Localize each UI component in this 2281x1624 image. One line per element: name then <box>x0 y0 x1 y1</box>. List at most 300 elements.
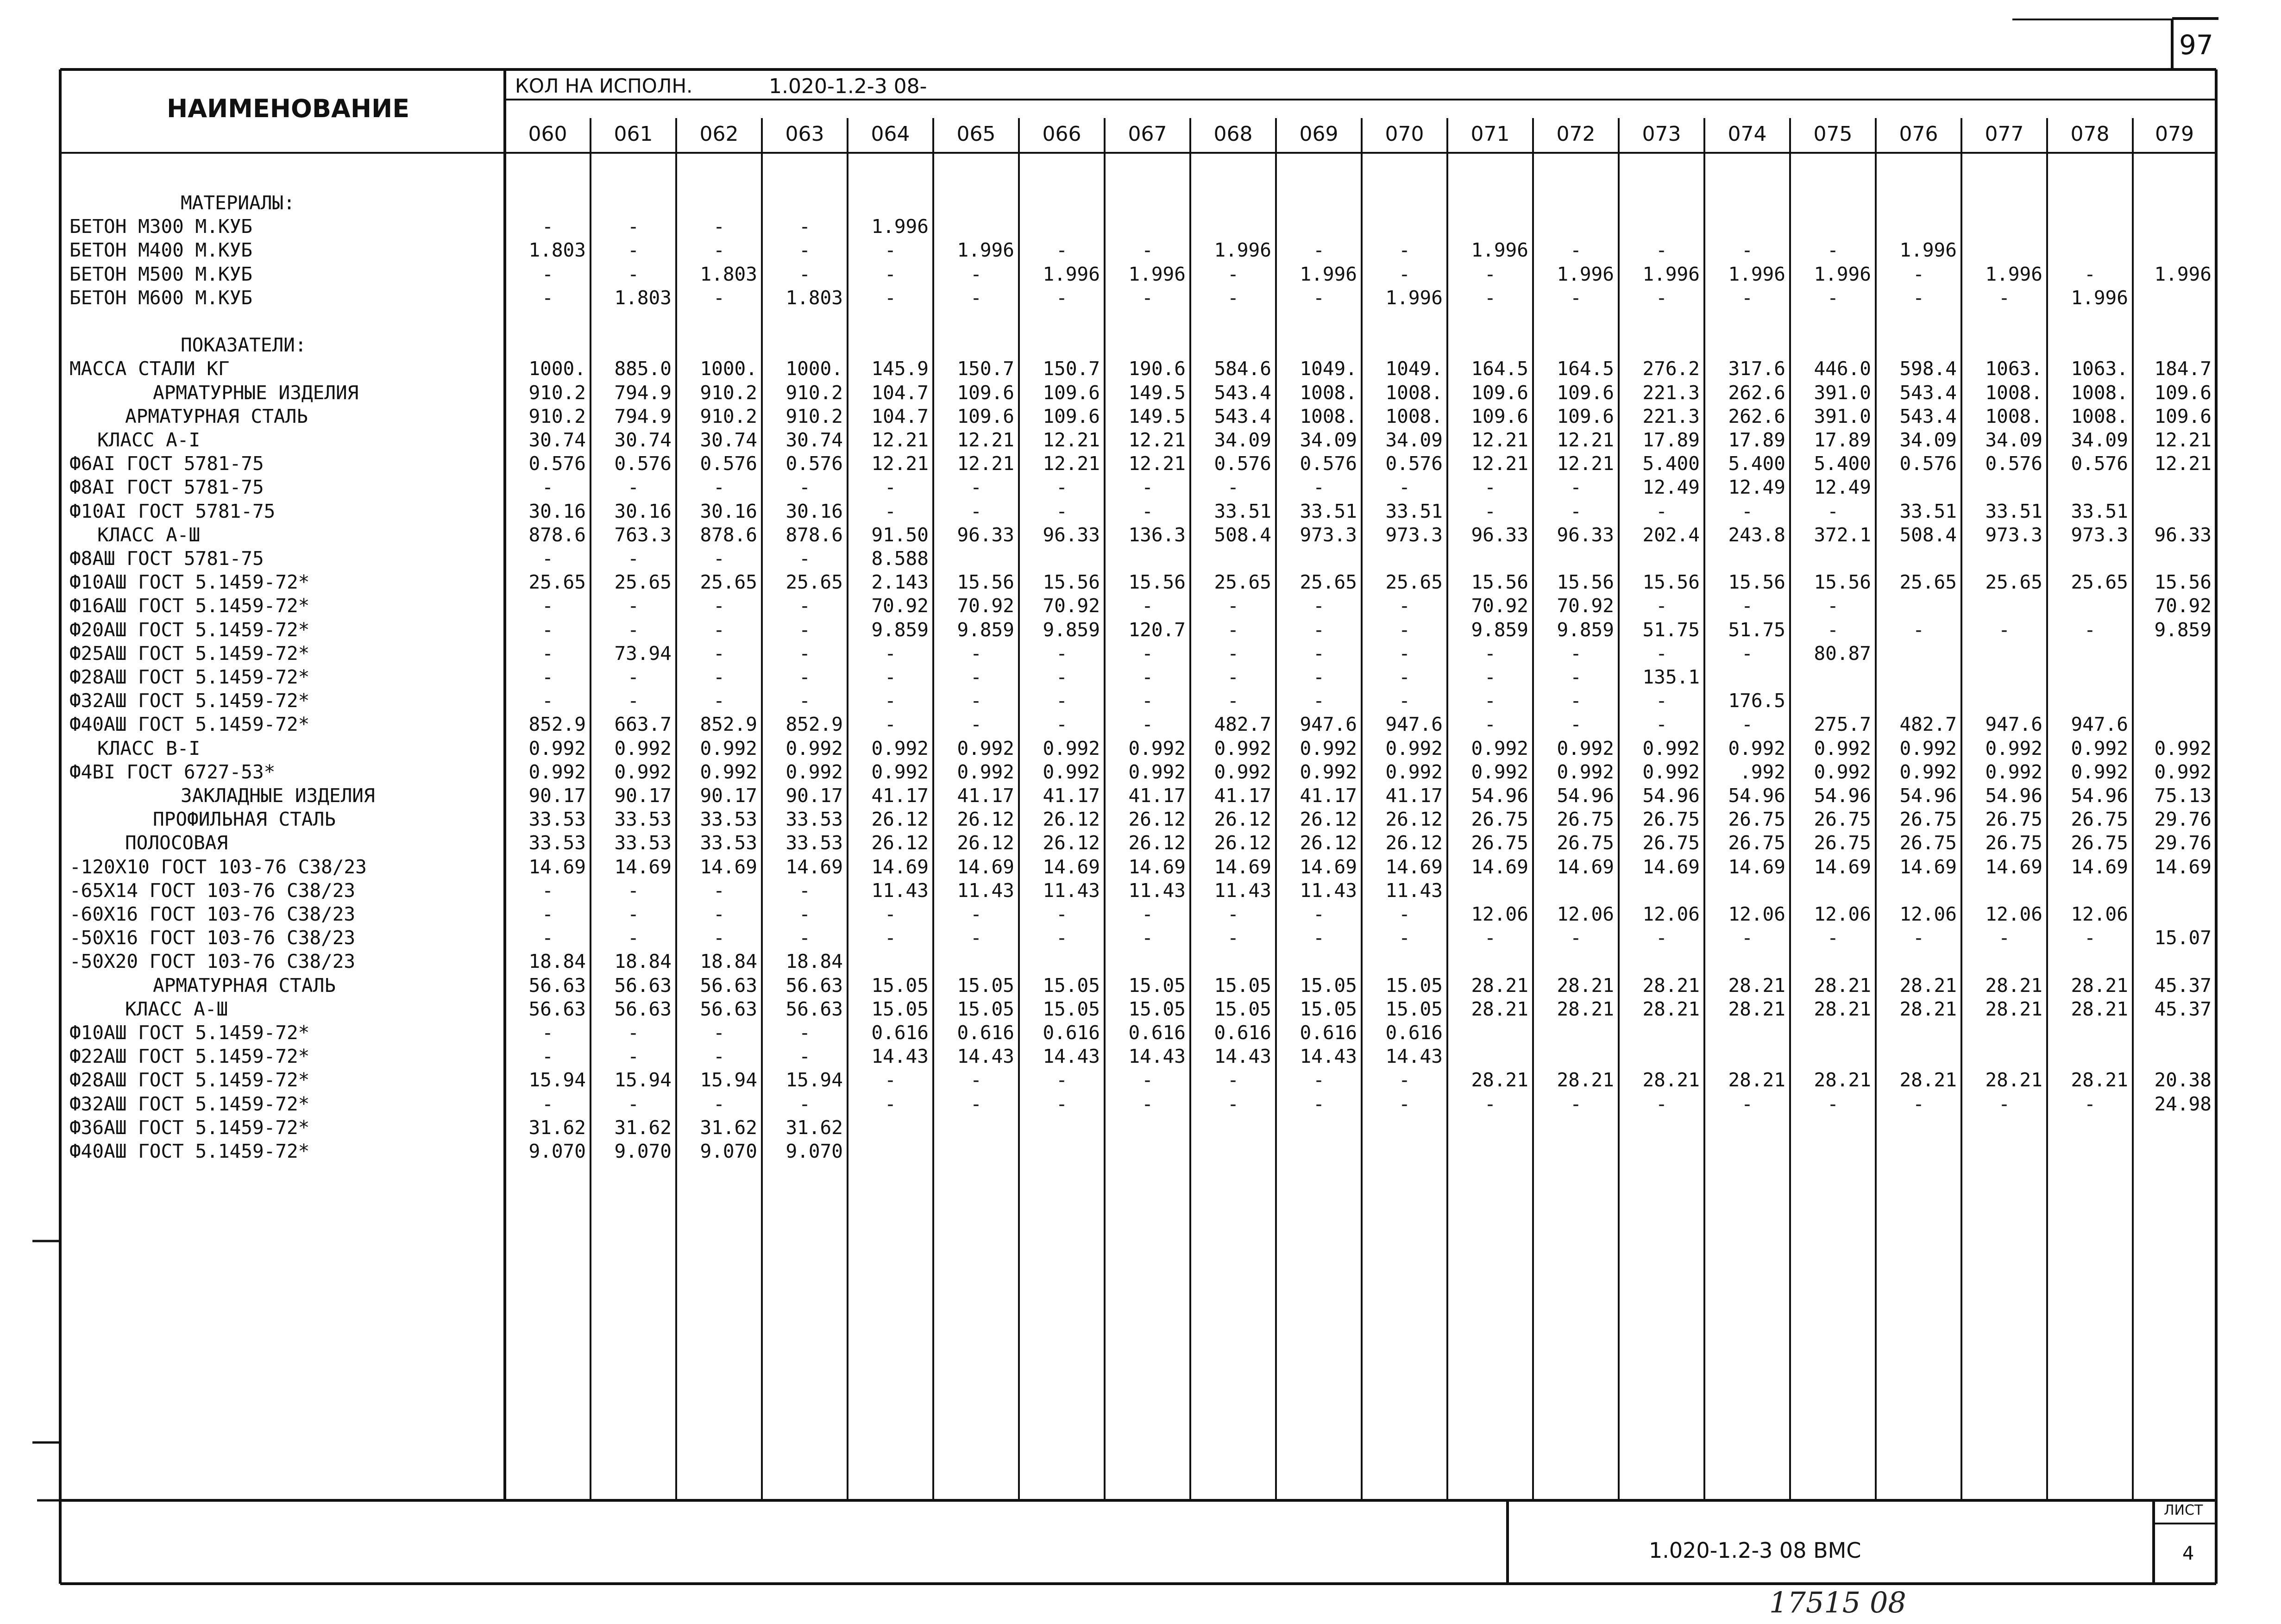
value-cell: 109.6 <box>2154 381 2212 404</box>
value-cell: - <box>628 1045 639 1068</box>
value-cell: - <box>1570 666 1582 688</box>
value-cell: - <box>628 879 639 902</box>
value-cell: - <box>713 595 725 617</box>
value-cell: 41.17 <box>1043 784 1100 807</box>
column-header-068: 068 <box>1213 122 1253 146</box>
value-cell: - <box>1570 1092 1582 1115</box>
value-cell: - <box>1313 618 1325 641</box>
value-cell: 26.12 <box>1128 832 1186 854</box>
value-cell: 41.17 <box>957 784 1014 807</box>
value-cell: 30.74 <box>528 429 586 451</box>
value-cell: 1.996 <box>1557 263 1614 285</box>
column-header-074: 074 <box>1728 122 1767 146</box>
value-cell: - <box>2084 1092 2096 1115</box>
value-cell: 12.49 <box>1728 476 1785 499</box>
value-cell: 1008. <box>1985 381 2042 404</box>
value-cell: - <box>542 690 553 712</box>
value-cell: - <box>1399 690 1410 712</box>
value-cell: 262.6 <box>1728 405 1785 427</box>
value-cell: 1.803 <box>614 286 672 309</box>
value-cell: 763.3 <box>614 523 672 546</box>
value-cell: 109.6 <box>2154 405 2212 427</box>
row-name: Ф28АШ ГОСТ 5.1459-72* <box>69 1069 310 1091</box>
value-cell: 28.21 <box>1642 997 1700 1020</box>
value-cell: 1.996 <box>1899 239 1957 262</box>
value-cell: 0.992 <box>528 737 586 759</box>
value-cell: - <box>1741 927 1753 949</box>
document-code: 1.020-1.2-3 08 ВМС <box>1649 1538 1861 1563</box>
value-cell: 28.21 <box>1557 997 1614 1020</box>
value-cell: - <box>1313 1069 1325 1091</box>
value-cell: 1063. <box>1985 357 2042 380</box>
value-cell: 14.43 <box>1128 1045 1186 1068</box>
value-cell: - <box>1484 500 1496 522</box>
value-cell: - <box>1741 642 1753 665</box>
value-cell: - <box>885 642 896 665</box>
value-cell: 543.4 <box>1214 405 1271 427</box>
value-cell: - <box>1827 239 1839 262</box>
value-cell: 136.3 <box>1128 523 1186 546</box>
value-cell: - <box>799 263 811 285</box>
value-cell: 1.996 <box>2071 286 2128 309</box>
value-cell: 794.9 <box>614 405 672 427</box>
value-cell: - <box>1399 927 1410 949</box>
value-cell: 15.56 <box>1642 571 1700 594</box>
value-cell: 28.21 <box>1814 1069 1871 1091</box>
value-cell: - <box>628 263 639 285</box>
value-cell: 0.992 <box>871 737 929 759</box>
value-cell: 0.992 <box>1300 760 1357 783</box>
value-cell: 0.992 <box>528 760 586 783</box>
value-cell: - <box>542 1045 553 1068</box>
value-cell: 28.21 <box>1814 974 1871 997</box>
value-cell: 1000. <box>785 357 843 380</box>
value-cell: 26.12 <box>1214 808 1271 831</box>
value-cell: - <box>1656 286 1667 309</box>
value-cell: - <box>799 903 811 925</box>
value-cell: - <box>1399 595 1410 617</box>
value-cell: - <box>542 263 553 285</box>
value-cell: - <box>1827 500 1839 522</box>
value-cell: 26.75 <box>1985 832 2042 854</box>
value-cell: 70.92 <box>1557 595 1614 617</box>
value-cell: 33.51 <box>1985 500 2042 522</box>
value-cell: 33.53 <box>785 832 843 854</box>
value-cell: 41.17 <box>1385 784 1443 807</box>
value-cell: 0.992 <box>1128 737 1186 759</box>
value-cell: 0.576 <box>1214 452 1271 475</box>
value-cell: .992 <box>1740 760 1785 783</box>
value-cell: 176.5 <box>1728 690 1785 712</box>
value-cell: - <box>628 690 639 712</box>
value-cell: 28.21 <box>1471 1069 1528 1091</box>
value-cell: - <box>1056 903 1068 925</box>
value-cell: - <box>1656 1092 1667 1115</box>
value-cell: - <box>970 903 982 925</box>
value-cell: 15.05 <box>1300 997 1357 1020</box>
value-cell: 12.21 <box>1557 429 1614 451</box>
value-cell: - <box>1741 1092 1753 1115</box>
column-header-064: 064 <box>871 122 910 146</box>
value-cell: 26.12 <box>1385 808 1443 831</box>
row-name: Ф10АШ ГОСТ 5.1459-72* <box>69 571 310 594</box>
value-cell: - <box>970 476 982 499</box>
value-cell: - <box>1227 1069 1239 1091</box>
row-name: Ф8АШ ГОСТ 5781-75 <box>69 547 264 570</box>
row-name: Ф6АI ГОСТ 5781-75 <box>69 452 264 475</box>
value-cell: 0.992 <box>871 760 929 783</box>
value-cell: 15.05 <box>1385 974 1443 997</box>
value-cell: - <box>799 476 811 499</box>
value-cell: 0.992 <box>1128 760 1186 783</box>
value-cell: 14.69 <box>700 855 757 878</box>
value-cell: 0.992 <box>700 760 757 783</box>
value-cell: 12.21 <box>957 452 1014 475</box>
value-cell: - <box>542 879 553 902</box>
page-number: 97 <box>2179 29 2213 61</box>
value-cell: - <box>2084 927 2096 949</box>
value-cell: - <box>1313 927 1325 949</box>
row-name: БЕТОН М600 М.КУБ <box>69 286 252 309</box>
value-cell: - <box>628 476 639 499</box>
value-cell: 12.21 <box>2154 429 2212 451</box>
row-name: -50Х20 ГОСТ 103-76 С38/23 <box>69 950 356 973</box>
value-cell: 14.69 <box>528 855 586 878</box>
value-cell: 5.400 <box>1728 452 1785 475</box>
value-cell: - <box>1142 476 1153 499</box>
value-cell: 0.992 <box>1043 760 1100 783</box>
value-cell: - <box>542 1022 553 1044</box>
value-cell: 910.2 <box>700 405 757 427</box>
value-cell: 54.96 <box>2071 784 2128 807</box>
value-cell: - <box>628 215 639 238</box>
value-cell: - <box>2084 263 2096 285</box>
value-cell: 26.12 <box>1043 832 1100 854</box>
value-cell: - <box>1741 500 1753 522</box>
column-header-078: 078 <box>2070 122 2110 146</box>
value-cell: 0.992 <box>1385 737 1443 759</box>
value-cell: 1008. <box>1300 405 1357 427</box>
value-cell: 12.06 <box>1985 903 2042 925</box>
value-cell: 482.7 <box>1899 713 1957 736</box>
value-cell: 1063. <box>2071 357 2128 380</box>
value-cell: - <box>1056 666 1068 688</box>
value-cell: 15.05 <box>1128 974 1186 997</box>
value-cell: 31.62 <box>614 1116 672 1139</box>
value-cell: 482.7 <box>1214 713 1271 736</box>
value-cell: - <box>970 263 982 285</box>
value-cell: 0.616 <box>1385 1022 1443 1044</box>
value-cell: 31.62 <box>700 1116 757 1139</box>
value-cell: 12.21 <box>1128 452 1186 475</box>
value-cell: 30.16 <box>614 500 672 522</box>
column-header-077: 077 <box>1985 122 2024 146</box>
value-cell: 372.1 <box>1814 523 1871 546</box>
value-cell: 508.4 <box>1899 523 1957 546</box>
value-cell: - <box>1913 1092 1924 1115</box>
value-cell: 12.06 <box>1471 903 1528 925</box>
value-cell: 15.56 <box>1557 571 1614 594</box>
value-cell: 543.4 <box>1214 381 1271 404</box>
value-cell: - <box>1399 666 1410 688</box>
value-cell: 0.992 <box>1814 760 1871 783</box>
value-cell: - <box>970 927 982 949</box>
value-cell: 56.63 <box>614 974 672 997</box>
value-cell: 34.09 <box>1300 429 1357 451</box>
value-cell: 5.400 <box>1642 452 1700 475</box>
value-cell: 51.75 <box>1728 618 1785 641</box>
handwritten-number: 17515 08 <box>1769 1586 1906 1619</box>
row-name: Ф36АШ ГОСТ 5.1459-72* <box>69 1116 310 1139</box>
value-cell: 75.13 <box>2154 784 2212 807</box>
value-cell: 17.89 <box>1814 429 1871 451</box>
value-cell: - <box>970 286 982 309</box>
value-cell: 12.06 <box>2071 903 2128 925</box>
row-name: МАССА СТАЛИ КГ <box>69 357 230 380</box>
value-cell: 275.7 <box>1814 713 1871 736</box>
value-cell: 15.56 <box>2154 571 2212 594</box>
value-cell: 14.43 <box>1385 1045 1443 1068</box>
value-cell: - <box>885 286 896 309</box>
value-cell: 878.6 <box>528 523 586 546</box>
value-cell: 584.6 <box>1214 357 1271 380</box>
value-cell: 56.63 <box>528 974 586 997</box>
value-cell: 0.992 <box>785 760 843 783</box>
value-cell: - <box>1484 1092 1496 1115</box>
column-header-067: 067 <box>1128 122 1167 146</box>
value-cell: - <box>2084 618 2096 641</box>
value-cell: 28.21 <box>1985 974 2042 997</box>
value-cell: - <box>1570 286 1582 309</box>
value-cell: 12.06 <box>1814 903 1871 925</box>
value-cell: 508.4 <box>1214 523 1271 546</box>
value-cell: 56.63 <box>700 974 757 997</box>
value-cell: 70.92 <box>957 595 1014 617</box>
row-name: -60Х16 ГОСТ 103-76 С38/23 <box>69 903 356 925</box>
value-cell: - <box>1313 903 1325 925</box>
value-cell: 910.2 <box>528 405 586 427</box>
value-cell: 18.84 <box>528 950 586 973</box>
value-cell: 15.05 <box>1043 997 1100 1020</box>
value-cell: 109.6 <box>1471 405 1528 427</box>
value-cell: 11.43 <box>1300 879 1357 902</box>
value-cell: 1049. <box>1300 357 1357 380</box>
value-cell: - <box>1227 666 1239 688</box>
value-cell: 243.8 <box>1728 523 1785 546</box>
value-cell: 1.996 <box>1642 263 1700 285</box>
value-cell: - <box>1227 1092 1239 1115</box>
value-cell: - <box>1313 1092 1325 1115</box>
value-cell: 12.06 <box>1642 903 1700 925</box>
value-cell: 28.21 <box>1728 997 1785 1020</box>
value-cell: - <box>542 215 553 238</box>
value-cell: 135.1 <box>1642 666 1700 688</box>
value-cell: 15.94 <box>528 1069 586 1091</box>
value-cell: 0.576 <box>1899 452 1957 475</box>
value-cell: 96.33 <box>957 523 1014 546</box>
value-cell: 33.53 <box>700 832 757 854</box>
row-name: КЛАСС А-I <box>97 429 201 451</box>
value-cell: 20.38 <box>2154 1069 2212 1091</box>
row-name: Ф4ВI ГОСТ 6727-53* <box>69 760 276 783</box>
value-cell: 9.859 <box>2154 618 2212 641</box>
value-cell: 30.74 <box>785 429 843 451</box>
value-cell: 15.94 <box>785 1069 843 1091</box>
quantity-header-label: КОЛ НА ИСПОЛН. <box>515 75 693 97</box>
value-cell: - <box>1399 618 1410 641</box>
value-cell: 0.576 <box>785 452 843 475</box>
value-cell: 12.21 <box>2154 452 2212 475</box>
value-cell: 947.6 <box>1300 713 1357 736</box>
column-header-062: 062 <box>699 122 739 146</box>
value-cell: - <box>713 476 725 499</box>
value-cell: 0.992 <box>1899 737 1957 759</box>
value-cell: 26.75 <box>2071 808 2128 831</box>
value-cell: 109.6 <box>1043 381 1100 404</box>
value-cell: 31.62 <box>528 1116 586 1139</box>
value-cell: 26.75 <box>1642 808 1700 831</box>
value-cell: - <box>628 903 639 925</box>
value-cell: - <box>885 713 896 736</box>
value-cell: 70.92 <box>871 595 929 617</box>
value-cell: - <box>799 690 811 712</box>
row-name: АРМАТУРНАЯ СТАЛЬ <box>153 974 336 997</box>
column-header-072: 072 <box>1556 122 1596 146</box>
value-cell: 33.51 <box>1899 500 1957 522</box>
value-cell: 0.992 <box>2154 760 2212 783</box>
value-cell: 15.56 <box>1814 571 1871 594</box>
value-cell: 26.12 <box>1300 808 1357 831</box>
value-cell: 0.616 <box>957 1022 1014 1044</box>
value-cell: 25.65 <box>785 571 843 594</box>
value-cell: - <box>970 642 982 665</box>
value-cell: 34.09 <box>2071 429 2128 451</box>
value-cell: 15.05 <box>1043 974 1100 997</box>
value-cell: 109.6 <box>957 381 1014 404</box>
value-cell: - <box>1142 1092 1153 1115</box>
value-cell: - <box>1570 500 1582 522</box>
value-cell: - <box>799 927 811 949</box>
value-cell: 26.75 <box>1899 832 1957 854</box>
value-cell: 54.96 <box>1471 784 1528 807</box>
value-cell: 543.4 <box>1899 381 1957 404</box>
value-cell: - <box>713 1022 725 1044</box>
value-cell: 1049. <box>1385 357 1443 380</box>
value-cell: - <box>1998 1092 2010 1115</box>
value-cell: 25.65 <box>1985 571 2042 594</box>
value-cell: - <box>1227 476 1239 499</box>
value-cell: 0.992 <box>1642 737 1700 759</box>
value-cell: 56.63 <box>614 997 672 1020</box>
value-cell: 0.992 <box>2071 737 2128 759</box>
value-cell: 0.992 <box>1728 737 1785 759</box>
value-cell: 973.3 <box>1985 523 2042 546</box>
value-cell: 54.96 <box>1642 784 1700 807</box>
value-cell: - <box>885 927 896 949</box>
value-cell: - <box>1056 476 1068 499</box>
value-cell: 5.400 <box>1814 452 1871 475</box>
value-cell: 11.43 <box>1214 879 1271 902</box>
value-cell: 0.576 <box>528 452 586 475</box>
value-cell: - <box>1570 476 1582 499</box>
value-cell: - <box>1827 286 1839 309</box>
value-cell: 0.992 <box>957 760 1014 783</box>
value-cell: 54.96 <box>1728 784 1785 807</box>
value-cell: 0.992 <box>1471 737 1528 759</box>
value-cell: - <box>1056 713 1068 736</box>
value-cell: 0.992 <box>1214 760 1271 783</box>
value-cell: - <box>1570 239 1582 262</box>
value-cell: 9.070 <box>700 1140 757 1162</box>
value-cell: 28.21 <box>1642 1069 1700 1091</box>
value-cell: 9.859 <box>1471 618 1528 641</box>
row-name: ЗАКЛАДНЫЕ ИЗДЕЛИЯ <box>181 784 375 807</box>
value-cell: 12.21 <box>871 452 929 475</box>
value-cell: - <box>1741 239 1753 262</box>
value-cell: 45.37 <box>2154 974 2212 997</box>
value-cell: 0.992 <box>1899 760 1957 783</box>
value-cell: - <box>799 666 811 688</box>
value-cell: 45.37 <box>2154 997 2212 1020</box>
value-cell: 0.616 <box>871 1022 929 1044</box>
value-cell: 90.17 <box>528 784 586 807</box>
value-cell: 90.17 <box>614 784 672 807</box>
value-cell: 0.992 <box>700 737 757 759</box>
value-cell: 14.69 <box>1385 855 1443 878</box>
value-cell: 0.616 <box>1043 1022 1100 1044</box>
value-cell: - <box>1056 927 1068 949</box>
row-name: КЛАСС А-Ш <box>97 523 201 546</box>
value-cell: 15.05 <box>1128 997 1186 1020</box>
value-cell: - <box>1142 642 1153 665</box>
value-cell: - <box>1142 595 1153 617</box>
value-cell: 28.21 <box>1471 997 1528 1020</box>
value-cell: - <box>1656 500 1667 522</box>
value-cell: 14.43 <box>871 1045 929 1068</box>
value-cell: 91.50 <box>871 523 929 546</box>
value-cell: - <box>1913 286 1924 309</box>
value-cell: 1.996 <box>1043 263 1100 285</box>
value-cell: 0.576 <box>1985 452 2042 475</box>
value-cell: 0.576 <box>1385 452 1443 475</box>
value-cell: - <box>1998 286 2010 309</box>
value-cell: 28.21 <box>1814 997 1871 1020</box>
value-cell: - <box>1656 239 1667 262</box>
value-cell: - <box>1484 642 1496 665</box>
value-cell: - <box>1227 903 1239 925</box>
value-cell: 852.9 <box>785 713 843 736</box>
value-cell: 973.3 <box>1385 523 1443 546</box>
value-cell: 0.992 <box>2154 737 2212 759</box>
value-cell: 15.05 <box>957 974 1014 997</box>
value-cell: 26.12 <box>1385 832 1443 854</box>
value-cell: 0.992 <box>1814 737 1871 759</box>
value-cell: 34.09 <box>1899 429 1957 451</box>
value-cell: 0.992 <box>1043 737 1100 759</box>
value-cell: 28.21 <box>2071 974 2128 997</box>
value-cell: - <box>885 1069 896 1091</box>
value-cell: - <box>542 547 553 570</box>
value-cell: 30.16 <box>785 500 843 522</box>
value-cell: 14.69 <box>957 855 1014 878</box>
row-name: Ф40АШ ГОСТ 5.1459-72* <box>69 1140 310 1162</box>
value-cell: 598.4 <box>1899 357 1957 380</box>
value-cell: - <box>1484 927 1496 949</box>
value-cell: 1.996 <box>1300 263 1357 285</box>
value-cell: 25.65 <box>1899 571 1957 594</box>
value-cell: - <box>1056 500 1068 522</box>
value-cell: 0.992 <box>1471 760 1528 783</box>
